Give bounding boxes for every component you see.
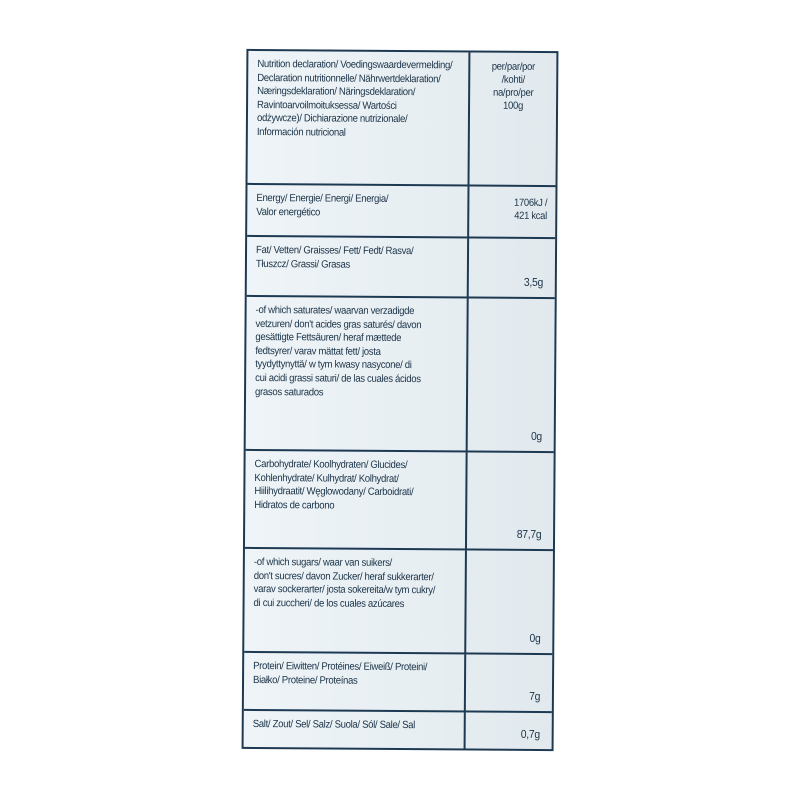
carbohydrate-value: 87,7g	[516, 528, 542, 541]
nutrient-value-cell	[466, 712, 552, 749]
saturates-value: 0g	[530, 430, 542, 443]
header-label-cell	[248, 51, 471, 185]
table-row-protein	[244, 653, 552, 713]
protein-value: 7g	[528, 690, 540, 703]
sugars-value: 0g	[529, 632, 541, 645]
nutrient-value-cell	[466, 654, 552, 711]
nutrient-label-cell	[244, 549, 467, 653]
nutrient-value-cell	[466, 550, 553, 653]
nutrient-value-cell	[468, 298, 555, 451]
saturates-label: -of which saturates/ waarvan verzadigde vetzuren/ don't acides gras saturés/ davon gesättigte Fettsäuren/ heraf mættede fedtsyrer/ varav mättat fett/ josta tyydyttynyttä/ w tym kwasy nasycone/ di cui acidi grassi saturi/ de las cuales ácidos grasos saturados	[255, 304, 422, 399]
nutrient-label-cell	[246, 297, 469, 451]
table-row-energy	[247, 185, 555, 239]
energy-label: Energy/ Energie/ Energi/ Energia/ Valor energético	[256, 192, 389, 219]
sugars-label: -of which sugars/ waar van suikers/ don't sucres/ davon Zucker/ heraf sukkerarter/ varav sockerarter/ josta sokereita/w tym cukry/ di cui zuccheri/ de los cuales azúcares	[253, 556, 436, 610]
nutrition-declaration-heading: Nutrition declaration/ Voedingswaardevermelding/ Declaration nutritionnelle/ Nährwertdeklaration/ Næringsdeklaration/ Näringsdeklaration/ Ravintoarvoilmoituksessa/ Wartości odżywcze)/ Dichiarazione nutrizionale/ Información nutricional	[256, 58, 453, 139]
nutrient-label-cell	[247, 237, 469, 297]
energy-value: 1706kJ / 421 kcal	[514, 197, 548, 223]
nutrient-label-cell	[245, 451, 468, 549]
salt-value: 0,7g	[520, 728, 540, 741]
fat-value: 3,5g	[523, 276, 543, 289]
table-row-saturates	[246, 297, 555, 453]
header-per-cell	[470, 52, 557, 185]
nutrient-label-cell	[244, 653, 466, 711]
table-row-salt	[244, 711, 552, 749]
table-header-row	[247, 51, 556, 187]
nutrient-value-cell	[469, 238, 555, 297]
table-row-sugars	[244, 549, 553, 655]
nutrient-label-cell	[247, 185, 469, 237]
nutrient-value-cell	[467, 452, 554, 549]
carbohydrate-label: Carbohydrate/ Koolhydraten/ Glucides/ Kohlenhydrate/ Kulhydrat/ Kolhydrat/ Hiilihydraatit/ Węglowodany/ Carboidrati/ Hidratos de carbono	[254, 458, 414, 512]
per-100g-heading: per/par/por /kohti/ na/pro/per 100g	[491, 61, 535, 112]
nutrient-value-cell	[469, 186, 555, 237]
salt-label: Salt/ Zout/ Sel/ Salz/ Suola/ Sól/ Sale/ Sal	[252, 718, 416, 732]
fat-label: Fat/ Vetten/ Graisses/ Fett/ Fedt/ Rasva/ Tłuszcz/ Grassi/ Grasas	[255, 244, 414, 271]
nutrition-table	[242, 49, 559, 751]
table-row-carbohydrate	[245, 451, 554, 551]
nutrient-label-cell	[244, 711, 466, 749]
protein-label: Protein/ Eiwitten/ Protéines/ Eiweiß/ Proteini/ Białko/ Proteine/ Proteínas	[253, 660, 428, 687]
table-row-fat	[247, 237, 555, 299]
